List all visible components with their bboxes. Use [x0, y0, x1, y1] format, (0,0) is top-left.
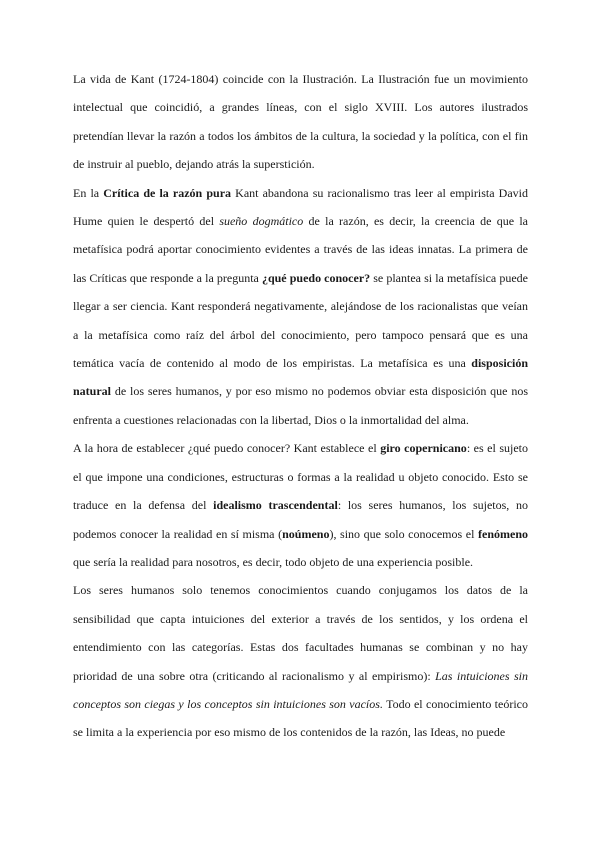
text-run: En la [73, 185, 104, 200]
text-run: que sería la realidad para nosotros, es decir, todo objeto de una experiencia posible. [73, 554, 474, 569]
bold-term-fenomeno: fenómeno [478, 526, 528, 541]
paragraph-conocimiento [73, 576, 528, 746]
text-run: : es el sujeto el que impone una condiciones, estructuras o formas a la realidad u objeto conocido. Esto se traduce en la defensa del [73, 441, 529, 513]
document-body [73, 65, 528, 747]
bold-term-giro-copernicano: giro copernicano [380, 441, 467, 456]
bold-term-que-puedo-conocer: ¿qué puedo conocer? [261, 270, 371, 285]
paragraph-critica-razon-pura [73, 179, 528, 435]
bold-term-idealismo-trascendental: idealismo trascendental [213, 498, 338, 513]
bold-term-critica-razon-pura: Crítica de la razón pura [103, 185, 232, 200]
text-run: La vida de Kant (1724-1804) coincide con la Ilustración. La Ilustración fue un movimiento intelectual que coincidió, a grandes líneas, con el siglo XVIII. Los autores ilustrados pretendían llevar la razón a todos los ámbitos de la cultura, la sociedad y la política, con el fin de instruir al pueblo, dejando atrás la superstición. [73, 72, 528, 172]
text-run: Todo el conocimiento teórico se limita a la experiencia por eso mismo de los contenidos de la razón, las Ideas, no puede [73, 696, 529, 740]
text-run: A la hora de establecer ¿qué puedo conocer? Kant establece el [73, 441, 381, 456]
text-run: : los seres humanos, los sujetos, no podemos conocer la realidad en sí misma ( [73, 498, 529, 541]
italic-quote-intuiciones-conceptos: Las intuiciones sin conceptos son ciegas y los conceptos sin intuiciones son vacíos. [73, 668, 529, 711]
text-run: de la razón, es decir, la creencia de que la metafísica podrá aportar conocimiento evidentes a través de las ideas innatas. La primera de las Críticas que responde a la pregunta [73, 214, 529, 285]
text-run: Kant abandona su racionalismo tras leer al empirista David Hume quien le despertó del [73, 185, 528, 229]
text-run: ), sino que solo conocemos el [329, 526, 478, 541]
paragraph-giro-copernicano [73, 434, 528, 576]
bold-term-disposicion-natural: disposición natural [73, 356, 528, 399]
text-run: de los seres humanos, y por eso mismo no podemos obviar esta disposición que nos enfrenta a cuestiones relacionadas con la libertad, Dios o la inmortalidad del alma. [73, 384, 528, 427]
italic-term-sueno-dogmatico: sueño dogmático [219, 214, 304, 229]
paragraph-ilustracion [73, 65, 528, 179]
text-run: Los seres humanos solo tenemos conocimientos cuando conjugamos los datos de la sensibilidad que capta intuiciones del exterior a través de los sentidos, y los ordena el entendimiento con las categorías. Estas dos facultades humanas se combinan y no hay prioridad de una sobre otra (criticando al racionalismo y al empirismo): [73, 583, 528, 683]
text-run: se plantea si la metafísica puede llegar a ser ciencia. Kant responderá negativamente, alejándose de los racionalistas que veían a la metafísica como raíz del árbol del conocimiento, pero tampoco pensará que es una temática vacía de contenido al modo de los empiristas. La metafísica es una [73, 270, 529, 371]
bold-term-noumeno: noúmeno [282, 526, 330, 541]
